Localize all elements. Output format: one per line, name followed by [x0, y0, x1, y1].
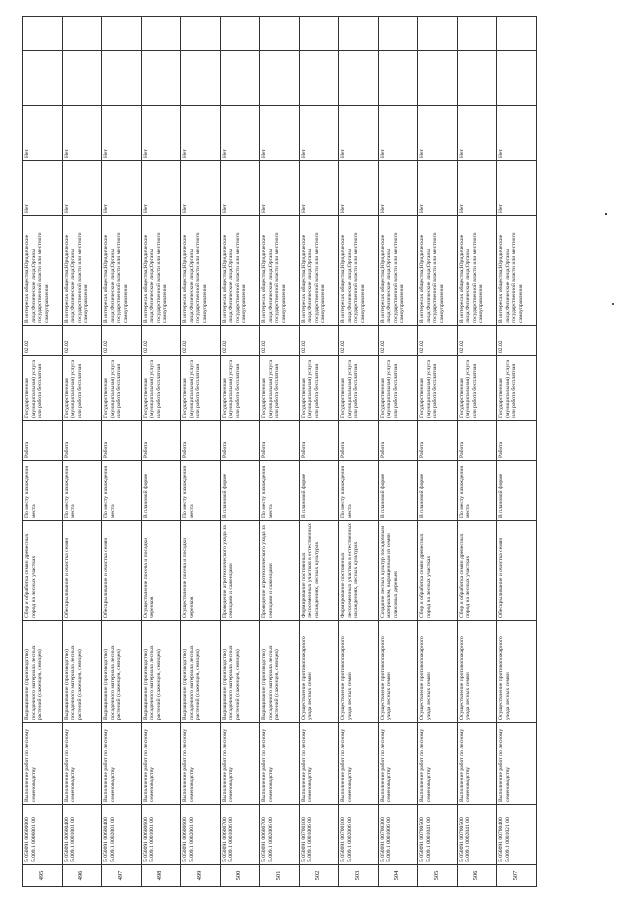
service-type: Государственная (муниципальная) услуга или работа бесплатная [102, 356, 142, 421]
work-object: Сбор и обработка семян древесных пород на лесных участках [418, 521, 458, 621]
empty-cell [62, 51, 102, 106]
table-row [102, 17, 142, 887]
table-row [23, 17, 63, 887]
row-number: 502 [299, 865, 339, 887]
registry-flag-a: Нет [62, 161, 102, 216]
activity-code: 02.02 [62, 326, 102, 356]
registry-flag-b: Нет [220, 106, 260, 161]
row-number: 503 [339, 865, 379, 887]
service-kind: Работа [220, 421, 260, 461]
service-kind: Работа [260, 421, 300, 461]
delivery-form: В плановой форме [299, 461, 339, 521]
consumers-category: В интересах общества;Юридические лица;Физические лица;Органы государственной власти или местного самоуправления [23, 216, 63, 326]
registry-flag-a: Нет [23, 161, 63, 216]
row-number: 496 [62, 865, 102, 887]
registry-flag-a: Нет [497, 161, 537, 216]
delivery-form: По месту нахождения места [457, 461, 497, 521]
work-object: Проведение агротехнического ухода за сеянцами и саженцами [220, 521, 260, 621]
registry-flag-b: Нет [299, 106, 339, 161]
work-name: Выполнение работ по лесному семеноводству [181, 723, 221, 805]
work-content: Осуществление противопожарного ухода лесных семян [299, 621, 339, 723]
service-type: Государственная (муниципальная) услуга или работа бесплатная [497, 356, 537, 421]
registry-flag-b: Нет [62, 106, 102, 161]
row-number: 499 [181, 865, 221, 887]
empty-cell [418, 51, 458, 106]
work-content: Осуществление противопожарного ухода лесных семян [339, 621, 379, 723]
activity-code: 02.02 [299, 326, 339, 356]
empty-cell [378, 17, 418, 51]
activity-code: 02.02 [457, 326, 497, 356]
activity-code: 02.02 [339, 326, 379, 356]
consumers-category: В интересах общества;Юридические лица;Физические лица;Органы государственной власти или местного самоуправления [378, 216, 418, 326]
registry-flag-a: Нет [418, 161, 458, 216]
service-type: Государственная (муниципальная) услуга или работа бесплатная [181, 356, 221, 421]
work-name: Выполнение работ по лесному семеноводству [339, 723, 379, 805]
table-row [497, 17, 537, 887]
empty-cell [260, 17, 300, 51]
row-number: 505 [418, 865, 458, 887]
activity-code: 02.02 [181, 326, 221, 356]
table-row [299, 17, 339, 887]
service-kind: Работа [497, 421, 537, 461]
empty-cell [181, 17, 221, 51]
service-kind: Работа [457, 421, 497, 461]
activity-code: 02.02 [378, 326, 418, 356]
service-type: Государственная (муниципальная) услуга или работа бесплатная [260, 356, 300, 421]
registry-flag-a: Нет [378, 161, 418, 216]
work-name: Выполнение работ по лесному семеноводству [23, 723, 63, 805]
registry-code: 5 050091 00600600 5.009.1 0002001 00 [181, 805, 221, 865]
consumers-category: В интересах общества;Юридические лица;Физические лица;Органы государственной власти или местного самоуправления [260, 216, 300, 326]
empty-cell [141, 51, 181, 106]
empty-cell [260, 51, 300, 106]
service-type: Государственная (муниципальная) услуга или работа бесплатная [418, 356, 458, 421]
service-type: Государственная (муниципальная) услуга или работа бесплатная [339, 356, 379, 421]
empty-cell [457, 17, 497, 51]
empty-cell [220, 51, 260, 106]
table-row [378, 17, 418, 887]
work-object: Создание лесных культур посадочным материалом, выращенным из семян плюсовых деревьев [378, 521, 418, 621]
consumers-category: В интересах общества;Юридические лица;Физические лица;Органы государственной власти или местного самоуправления [497, 216, 537, 326]
work-object: Сбор и обработка семян древесных пород на лесных участках [457, 521, 497, 621]
work-content: Осуществление противопожарного ухода лесных семян [418, 621, 458, 723]
delivery-form: В плановой форме [141, 461, 181, 521]
row-number: 506 [457, 865, 497, 887]
work-content: Выращивание (производство) посадочного материала лесных растений (саженцев, сеянцев) [141, 621, 181, 723]
activity-code: 02.02 [497, 326, 537, 356]
registry-flag-b: Нет [339, 106, 379, 161]
work-object: Формирование постоянных лесосеменных участков в естественных насаждениях, лесных культурах [299, 521, 339, 621]
table-row [181, 17, 221, 887]
work-name: Выполнение работ по лесному семеноводству [260, 723, 300, 805]
consumers-category: В интересах общества;Юридические лица;Физические лица;Органы государственной власти или местного самоуправления [299, 216, 339, 326]
service-kind: Работа [23, 421, 63, 461]
registry-code: 5 050091 00600700 5.009.1 0001006 00 [220, 805, 260, 865]
service-type: Государственная (муниципальная) услуга или работа бесплатная [141, 356, 181, 421]
registry-flag-b: Нет [102, 106, 142, 161]
table-row [260, 17, 300, 887]
delivery-form: В плановой форме [418, 461, 458, 521]
table-row [339, 17, 379, 887]
empty-cell [497, 17, 537, 51]
work-content: Выращивание (производство) посадочного материала лесных растений (саженцев, сеянцев) [23, 621, 63, 723]
service-type: Государственная (муниципальная) услуга или работа бесплатная [457, 356, 497, 421]
work-object: Обескрыливание и очистка семян [62, 521, 102, 621]
work-name: Выполнение работ по лесному семеноводству [62, 723, 102, 805]
consumers-category: В интересах общества;Юридические лица;Физические лица;Органы государственной власти или местного самоуправления [141, 216, 181, 326]
service-kind: Работа [62, 421, 102, 461]
consumers-category: В интересах общества;Юридические лица;Физические лица;Органы государственной власти или местного самоуправления [62, 216, 102, 326]
work-object: Обескрыливание и очистка семян [102, 521, 142, 621]
registry-flag-b: Нет [418, 106, 458, 161]
activity-code: 02.02 [220, 326, 260, 356]
empty-cell [457, 51, 497, 106]
row-number: 500 [220, 865, 260, 887]
work-content: Осуществление противопожарного ухода лесных семян [378, 621, 418, 723]
work-content: Выращивание (производство) посадочного материала лесных растений (саженцев, сеянцев) [181, 621, 221, 723]
registry-flag-a: Нет [260, 161, 300, 216]
work-name: Выполнение работ по лесному семеноводству [102, 723, 142, 805]
empty-cell [62, 17, 102, 51]
activity-code: 02.02 [102, 326, 142, 356]
delivery-form: По месту нахождения места [181, 461, 221, 521]
registry-flag-a: Нет [339, 161, 379, 216]
registry-code: 5 050091 00700300 5.009.1 0001006 00 [378, 805, 418, 865]
empty-cell [339, 17, 379, 51]
table-body [23, 17, 537, 887]
work-object: Формирование постоянных лесосеменных участков в естественных насаждениях, лесных культурах [339, 521, 379, 621]
registry-flag-b: Нет [23, 106, 63, 161]
delivery-form: По месту нахождения места [23, 461, 63, 521]
table-row [141, 17, 181, 887]
delivery-form: По месту нахождения места [102, 461, 142, 521]
service-kind: Работа [339, 421, 379, 461]
work-name: Выполнение работ по лесному семеноводству [378, 723, 418, 805]
empty-cell [339, 51, 379, 106]
table-row [457, 17, 497, 887]
service-type: Государственная (муниципальная) услуга или работа бесплатная [62, 356, 102, 421]
registry-flag-a: Нет [141, 161, 181, 216]
consumers-category: В интересах общества;Юридические лица;Физические лица;Органы государственной власти или местного самоуправления [102, 216, 142, 326]
scan-speck [605, 214, 607, 216]
work-content: Выращивание (производство) посадочного материала лесных растений (саженцев, сеянцев) [102, 621, 142, 723]
registry-code: 5 050091 00700100 5.009.1 0001006 00 [299, 805, 339, 865]
row-number: 497 [102, 865, 142, 887]
delivery-form: По месту нахождения места [62, 461, 102, 521]
consumers-category: В интересах общества;Юридические лица;Физические лица;Органы государственной власти или местного самоуправления [220, 216, 260, 326]
row-number: 498 [141, 865, 181, 887]
consumers-category: В интересах общества;Юридические лица;Физические лица;Органы государственной власти или местного самоуправления [339, 216, 379, 326]
empty-cell [299, 51, 339, 106]
registry-flag-b: Нет [141, 106, 181, 161]
service-type: Государственная (муниципальная) услуга или работа бесплатная [220, 356, 260, 421]
registry-code: 5 050091 00700100 5.009.1 0002006 00 [339, 805, 379, 865]
registry-flag-b: Нет [181, 106, 221, 161]
empty-cell [181, 51, 221, 106]
empty-cell [299, 17, 339, 51]
registry-code: 5 050091 00600000 5.009.1 0006001 00 [23, 805, 63, 865]
empty-cell [102, 17, 142, 51]
work-name: Выполнение работ по лесному семеноводству [457, 723, 497, 805]
registry-code: 5 050091 00700500 5.009.1 0001041 00 [418, 805, 458, 865]
registry-code: 5 050091 00600400 5.009.1 0001001 00 [62, 805, 102, 865]
delivery-form: В плановой форме [220, 461, 260, 521]
work-object: Обескрыливание и очистка семян [497, 521, 537, 621]
row-number: 495 [23, 865, 63, 887]
work-content: Осуществление противопожарного ухода лесных семян [497, 621, 537, 723]
registry-table [22, 16, 537, 887]
work-content: Выращивание (производство) посадочного материала лесных растений (саженцев, сеянцев) [260, 621, 300, 723]
delivery-form: В плановой форме [497, 461, 537, 521]
work-content: Выращивание (производство) посадочного материала лесных растений (саженцев, сеянцев) [62, 621, 102, 723]
service-kind: Работа [299, 421, 339, 461]
row-number: 501 [260, 865, 300, 887]
work-content: Выращивание (производство) посадочного материала лесных растений (саженцев, сеянцев) [220, 621, 260, 723]
registry-code: 5 050091 00700500 5.009.1 0002041 00 [457, 805, 497, 865]
work-object: Осуществление посева и посадки черенков [181, 521, 221, 621]
work-name: Выполнение работ по лесному семеноводству [418, 723, 458, 805]
work-name: Выполнение работ по лесному семеноводству [141, 723, 181, 805]
registry-code: 5 050091 00700400 5.009.1 0001021 00 [497, 805, 537, 865]
empty-cell [418, 17, 458, 51]
registry-flag-b: Нет [378, 106, 418, 161]
work-name: Выполнение работ по лесному семеноводству [299, 723, 339, 805]
empty-cell [220, 17, 260, 51]
consumers-category: В интересах общества;Юридические лица;Физические лица;Органы государственной власти или местного самоуправления [457, 216, 497, 326]
service-kind: Работа [141, 421, 181, 461]
service-kind: Работа [418, 421, 458, 461]
activity-code: 02.02 [141, 326, 181, 356]
empty-cell [497, 51, 537, 106]
table-row [62, 17, 102, 887]
work-content: Осуществление противопожарного ухода лесных семян [457, 621, 497, 723]
registry-flag-a: Нет [220, 161, 260, 216]
registry-flag-a: Нет [102, 161, 142, 216]
empty-cell [141, 17, 181, 51]
work-object: Проведение агротехнического ухода за сеянцами и саженцами [260, 521, 300, 621]
consumers-category: В интересах общества;Юридические лица;Физические лица;Органы государственной власти или местного самоуправления [181, 216, 221, 326]
registry-flag-b: Нет [457, 106, 497, 161]
empty-cell [102, 51, 142, 106]
service-type: Государственная (муниципальная) услуга или работа бесплатная [299, 356, 339, 421]
registry-flag-a: Нет [181, 161, 221, 216]
activity-code: 02.02 [260, 326, 300, 356]
activity-code: 02.02 [23, 326, 63, 356]
empty-cell [378, 51, 418, 106]
work-object: Сбор и обработка семян древесных пород на лесных участках [23, 521, 63, 621]
table-row [418, 17, 458, 887]
registry-flag-a: Нет [299, 161, 339, 216]
table-row [220, 17, 260, 887]
service-type: Государственная (муниципальная) услуга или работа бесплатная [378, 356, 418, 421]
registry-code: 5 050091 00600600 5.009.1 0001001 00 [141, 805, 181, 865]
activity-code: 02.02 [418, 326, 458, 356]
service-kind: Работа [102, 421, 142, 461]
registry-code: 5 050091 00600400 5.009.1 0002001 00 [102, 805, 142, 865]
work-name: Выполнение работ по лесному семеноводству [497, 723, 537, 805]
service-kind: Работа [378, 421, 418, 461]
delivery-form: По месту нахождения места [260, 461, 300, 521]
consumers-category: В интересах общества;Юридические лица;Физические лица;Органы государственной власти или местного самоуправления [418, 216, 458, 326]
delivery-form: По месту нахождения места [339, 461, 379, 521]
registry-flag-b: Нет [260, 106, 300, 161]
delivery-form: В плановой форме [378, 461, 418, 521]
work-object: Осуществление посева и посадки черенков [141, 521, 181, 621]
empty-cell [23, 17, 63, 51]
service-kind: Работа [181, 421, 221, 461]
row-number: 507 [497, 865, 537, 887]
service-type: Государственная (муниципальная) услуга или работа бесплатная [23, 356, 63, 421]
registry-flag-b: Нет [497, 106, 537, 161]
empty-cell [23, 51, 63, 106]
work-name: Выполнение работ по лесному семеноводству [220, 723, 260, 805]
registry-code: 5 050091 00600700 5.009.1 0002006 00 [260, 805, 300, 865]
row-number: 504 [378, 865, 418, 887]
scan-speck [612, 303, 614, 305]
registry-flag-a: Нет [457, 161, 497, 216]
